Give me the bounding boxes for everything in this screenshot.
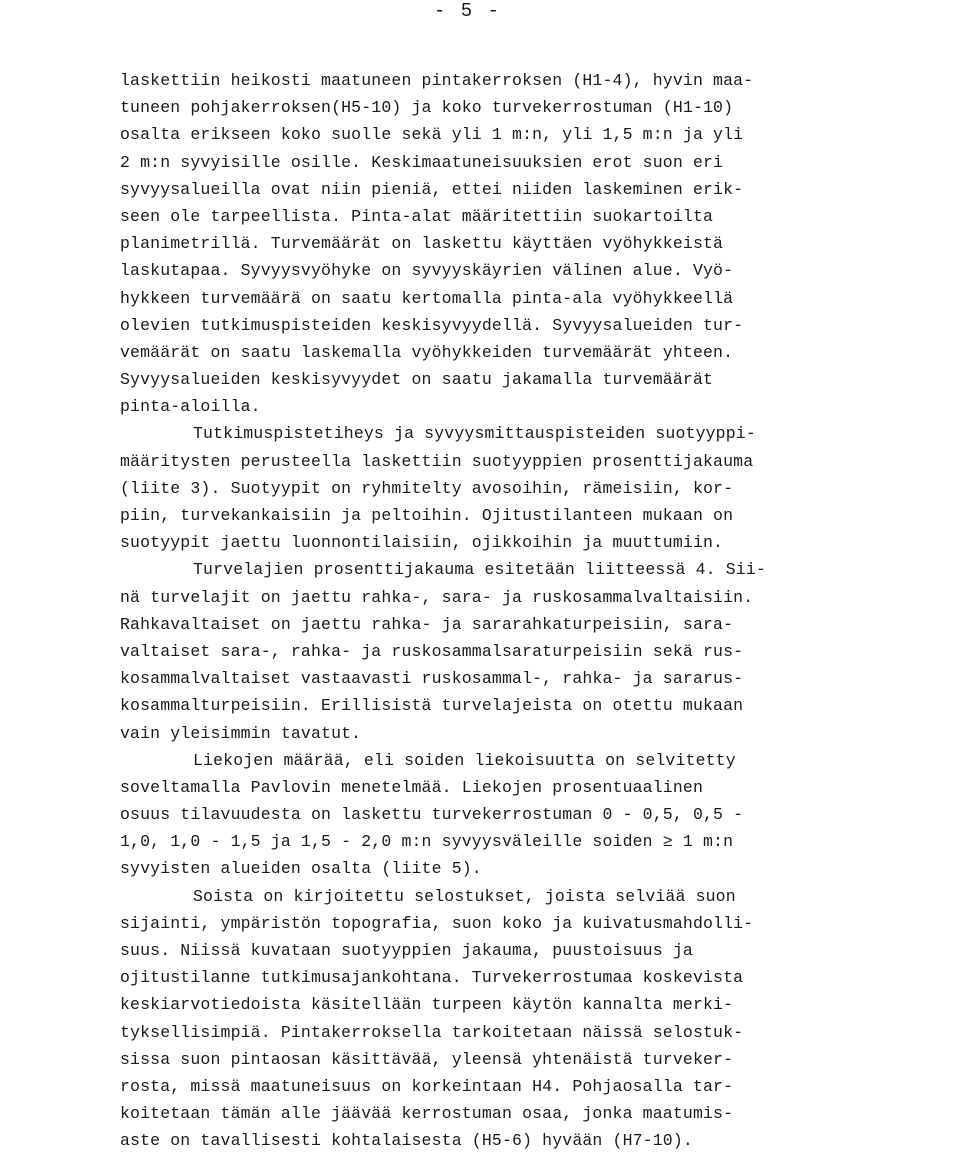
body-text xyxy=(120,67,950,1155)
text-line: osalta erikseen koko suolle sekä yli 1 m:n, yli 1,5 m:n ja yli xyxy=(120,125,744,145)
text-line: planimetrillä. Turvemäärät on laskettu käyttäen vyöhykkeistä xyxy=(120,234,724,254)
text-line: rosta, missä maatuneisuus on korkeintaan H4. Pohjaosalla tar- xyxy=(120,1076,734,1096)
text-line: 2 m:n syvyisille osille. Keskimaatuneisuuksien erot suon eri xyxy=(120,152,724,172)
page-number: - 5 - xyxy=(434,0,502,22)
text-line: suus. Niissä kuvataan suotyyppien jakauma, puustoisuus ja xyxy=(120,941,693,960)
text-line: sijainti, ympäristön topografia, suon koko ja kuivatusmahdolli- xyxy=(120,913,754,933)
text-line: tyksellisimpiä. Pintakerroksella tarkoitetaan näissä selostuk- xyxy=(120,1022,744,1042)
text-line: syvyysalueilla ovat niin pieniä, ettei niiden laskeminen erik- xyxy=(120,179,744,199)
text-line: seen ole tarpeellista. Pinta-alat määritettiin suokartoilta xyxy=(120,206,714,226)
text-line: vain yleisimmin tavatut. xyxy=(120,723,362,743)
paragraph-first-line: Soista on kirjoitettu selostukset, joista selviää suon xyxy=(193,886,736,906)
text-line: keskiarvotiedoista käsitellään turpeen käytön kannalta merki- xyxy=(120,995,734,1015)
text-line: Syvyysalueiden keskisyvyydet on saatu jakamalla turvemäärät xyxy=(120,370,714,390)
text-line: vemäärät on saatu laskemalla vyöhykkeiden turvemäärät yhteen. xyxy=(120,342,734,362)
text-line: 1,0, 1,0 - 1,5 ja 1,5 - 2,0 m:n syvyysväleille soiden ≥ 1 m:n xyxy=(120,832,734,852)
paragraph-first-line: Turvelajien prosenttijakauma esitetään liitteessä 4. Sii- xyxy=(193,560,766,580)
text-line: (liite 3). Suotyypit on ryhmitelty avosoihin, rämeisiin, kor- xyxy=(120,478,734,498)
text-line: suotyypit jaettu luonnontilaisiin, ojikkoihin ja muuttumiin. xyxy=(120,533,724,553)
text-line: laskettiin heikosti maatuneen pintakerroksen (H1-4), hyvin maa- xyxy=(120,71,754,90)
text-line: Rahkavaltaiset on jaettu rahka- ja sararahkaturpeisiin, sara- xyxy=(120,614,734,634)
text-line: ojitustilanne tutkimusajankohtana. Turvekerrostumaa koskevista xyxy=(120,968,744,988)
text-line: aste on tavallisesti kohtalaisesta (H5-6) hyvään (H7-10). xyxy=(120,1131,693,1151)
text-line: tuneen pohjakerroksen(H5-10) ja koko turvekerrostuman (H1-10) xyxy=(120,98,734,118)
text-line: osuus tilavuudesta on laskettu turvekerrostuman 0 - 0,5, 0,5 - xyxy=(120,805,744,825)
text-line: nä turvelajit on jaettu rahka-, sara- ja ruskosammalvaltaisiin. xyxy=(120,587,754,607)
text-line: olevien tutkimuspisteiden keskisyvyydellä. Syvyysalueiden tur- xyxy=(120,315,744,335)
paragraph-first-line: Tutkimuspistetiheys ja syvyysmittauspisteiden suotyyppi- xyxy=(193,424,756,444)
text-line: laskutapaa. Syvyysvyöhyke on syvyyskäyrien välinen alue. Vyö- xyxy=(120,261,734,281)
text-line: pinta-aloilla. xyxy=(120,397,261,417)
text-line: valtaiset sara-, rahka- ja ruskosammalsaraturpeisiin sekä rus- xyxy=(120,641,744,661)
text-line: kosammalturpeisiin. Erillisistä turvelajeista on otettu mukaan xyxy=(120,696,744,716)
text-line: koitetaan tämän alle jäävää kerrostuman osaa, jonka maatumis- xyxy=(120,1104,734,1124)
text-line: soveltamalla Pavlovin menetelmää. Liekojen prosentuaalinen xyxy=(120,777,703,797)
text-line: piin, turvekankaisiin ja peltoihin. Ojitustilanteen mukaan on xyxy=(120,506,734,525)
text-line: määritysten perusteella laskettiin suotyyppien prosenttijakauma xyxy=(120,451,754,471)
text-line: syvyisten alueiden osalta (liite 5). xyxy=(120,859,482,879)
text-line: kosammalvaltaiset vastaavasti ruskosammal-, rahka- ja sararus- xyxy=(120,669,744,689)
text-line: sissa suon pintaosan käsittävää, yleensä yhtenäistä turveker- xyxy=(120,1049,734,1069)
text-line: hykkeen turvemäärä on saatu kertomalla pinta-ala vyöhykkeellä xyxy=(120,288,734,308)
paragraph-first-line: Liekojen määrää, eli soiden liekoisuutta on selvitetty xyxy=(193,750,736,770)
